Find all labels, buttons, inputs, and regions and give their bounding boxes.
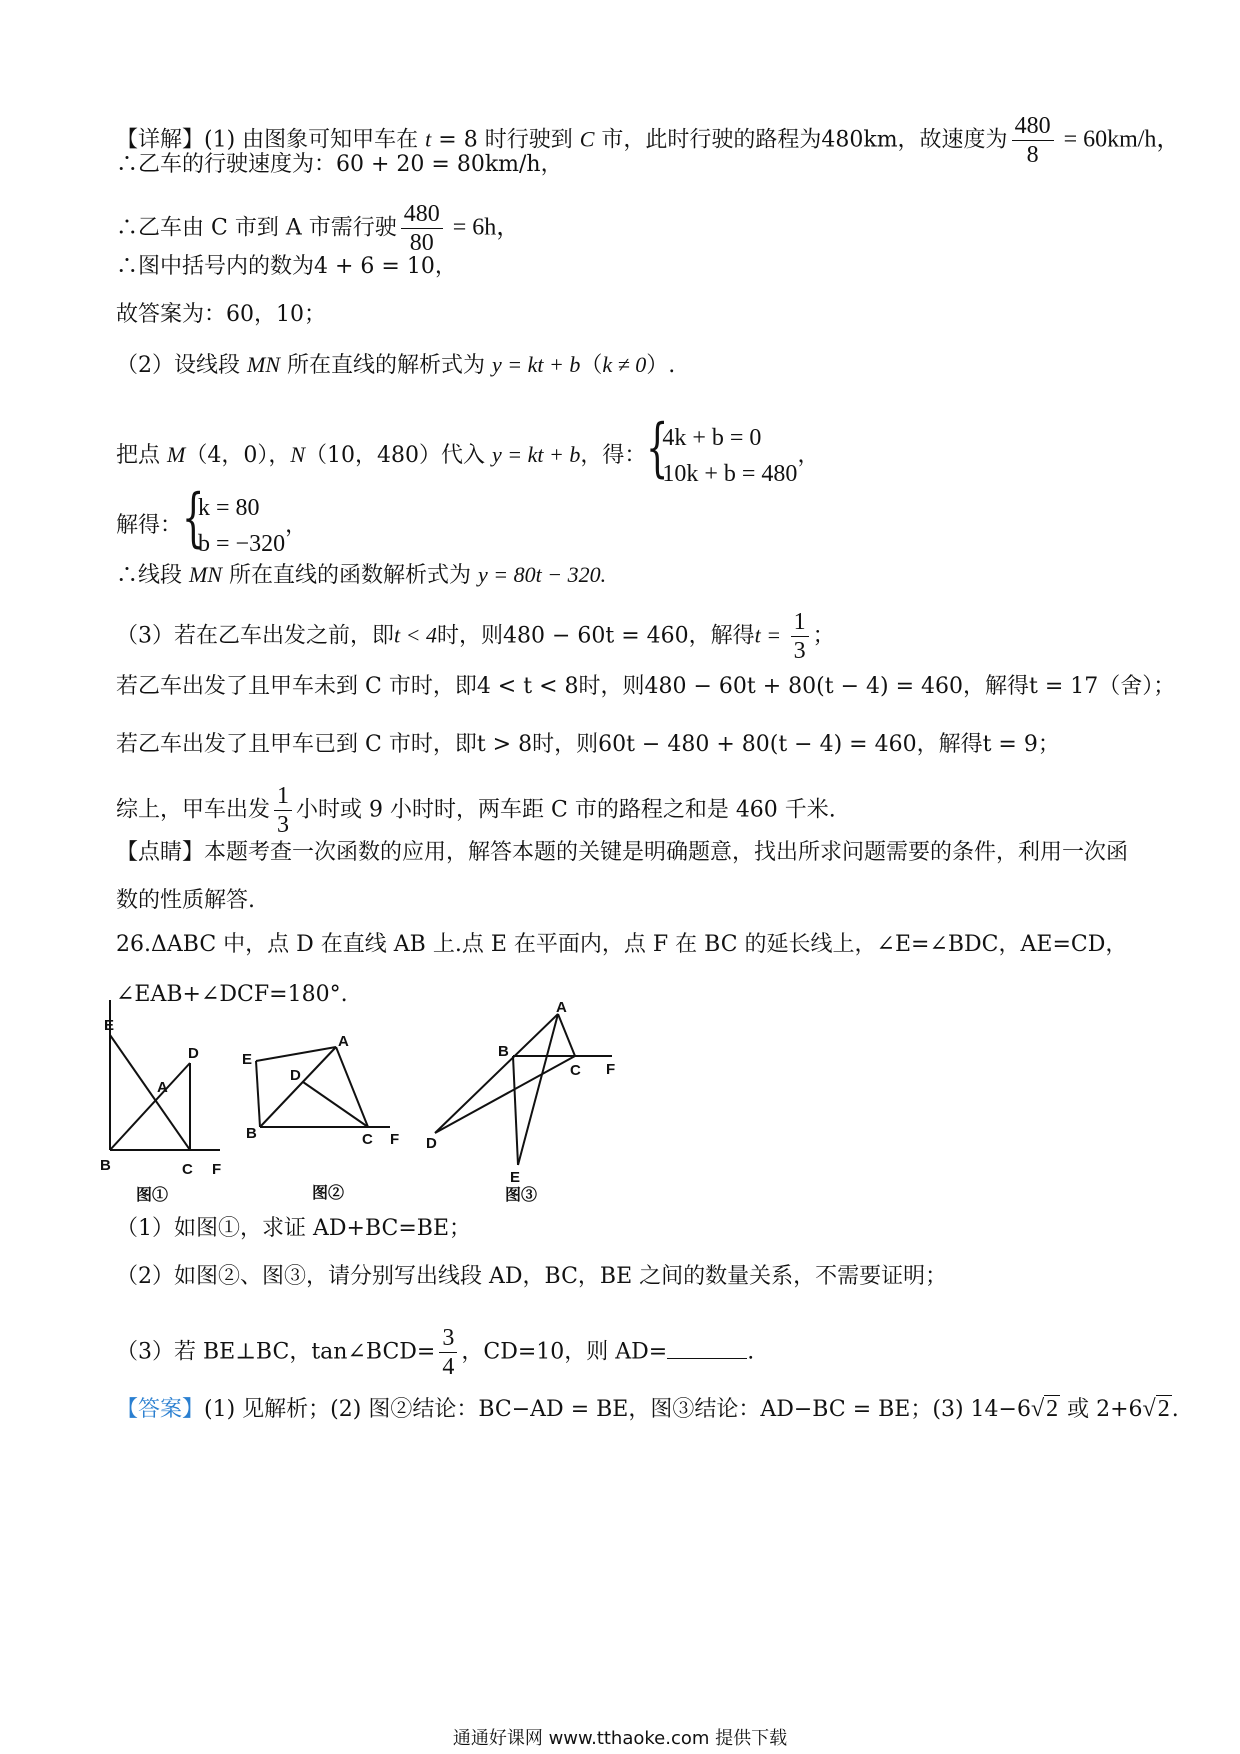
solution-line-6 (116, 350, 675, 381)
text: （2）设线段 (116, 353, 247, 378)
label-b: B (100, 1157, 111, 1174)
sqrt: √2 (1142, 1396, 1170, 1422)
equation: y = kt + b (492, 442, 581, 467)
figure-3 (435, 1014, 612, 1165)
label-e: E (104, 1017, 115, 1034)
text: ∠EAB+∠DCF=180°. (116, 982, 348, 1007)
text: 【详解】(1) 由图象可知甲车在 (116, 127, 426, 153)
text: 把点 (116, 443, 167, 468)
text: 数的性质解答. (116, 888, 255, 913)
var-c: C (579, 126, 595, 152)
solution-line-8 (116, 481, 308, 562)
question-1 (116, 1214, 471, 1244)
equation: y = kt + b (492, 352, 581, 377)
equation-system: { k = 80 b = −320 (182, 481, 286, 557)
text: 小时或 9 小时时，两车距 C 市的路程之和是 460 千米. (296, 797, 836, 823)
label-d: D (188, 1045, 199, 1062)
text: 所在直线的解析式为 (280, 353, 492, 378)
comment-line-2 (116, 886, 255, 916)
figure-2 (256, 1047, 390, 1127)
label-b: B (246, 1125, 257, 1142)
figure-1-caption: 图① (136, 1185, 169, 1204)
label-a: A (338, 1033, 349, 1050)
condition: k ≠ 0 (602, 352, 647, 377)
label-a: A (157, 1079, 168, 1096)
geometry-figures (100, 1000, 740, 1210)
solution-line-2 (116, 150, 563, 180)
text: 故答案为：60，10； (116, 302, 326, 327)
text: = 6h， (446, 214, 521, 241)
text: 26.ΔABC 中，点 D 在直线 AB 上.点 E 在平面内，点 F 在 BC 的延长线上，∠E=∠BDC，AE=CD， (116, 932, 1128, 957)
text: ）. (646, 353, 676, 378)
footer-watermark: 通通好课网 www.tthaoke.com 提供下载 (452, 1728, 788, 1749)
solution-line-13 (116, 782, 836, 839)
fraction: $\frac{3}{4}$ (439, 1324, 457, 1381)
label-e: E (510, 1169, 521, 1186)
sqrt: √2 (1030, 1396, 1059, 1422)
text: = 8 时行驶到 (431, 127, 580, 153)
text: ， (285, 513, 308, 538)
text: ，得： (580, 443, 647, 468)
answer-line (116, 1394, 1179, 1425)
fraction: $\frac{480}{8}$ (1012, 112, 1054, 169)
figure-3-caption: 图③ (505, 1185, 538, 1204)
label-e: E (242, 1051, 253, 1068)
figure-2-caption: 图② (312, 1183, 345, 1202)
solution-line-12 (116, 730, 1060, 760)
solution-line-3 (116, 200, 520, 257)
segment-ec (110, 1035, 190, 1150)
figure-1 (110, 1000, 220, 1150)
label-f: F (212, 1161, 222, 1178)
solution-line-7 (116, 411, 820, 492)
label-d: D (426, 1135, 437, 1152)
text: （3）若 BE⊥BC，tan∠BCD= (116, 1339, 436, 1365)
text: ， (797, 443, 820, 468)
var-t: t (425, 126, 432, 152)
answer-tag: 【答案】 (116, 1397, 205, 1422)
solution-line-10 (116, 608, 835, 665)
condition: t < 4 (394, 622, 437, 648)
text: . (1171, 1397, 1179, 1422)
segment-eb (256, 1061, 260, 1127)
question-2 (116, 1262, 947, 1292)
equation-system: { 4k + b = 0 10k + b = 480 (646, 411, 798, 487)
text: 若乙车出发了且甲车未到 C 市时，即4 < t < 8时，则480 − 60t + 80(t − 4) = 460，解得t = 17（舍）； (116, 674, 1176, 699)
text: （3）若在乙车出发之前，即 (116, 623, 394, 649)
solution-line-5 (116, 300, 326, 330)
text: 市，此时行驶的路程为480km，故速度为 (594, 127, 1008, 153)
label-d: D (290, 1067, 301, 1084)
text: 综上，甲车出发 (116, 797, 271, 823)
answer-blank (667, 1338, 747, 1359)
problem-26-line-1 (116, 930, 1127, 960)
text: 【点睛】本题考查一次函数的应用，解答本题的关键是明确题意，找出所求问题需要的条件，利用一次函 (116, 840, 1129, 865)
segment-ea (518, 1014, 558, 1165)
point-m: M (167, 442, 186, 467)
text: ∴乙车由 C 市到 A 市需行驶 (116, 215, 397, 241)
fraction: $\frac{1}{3}$ (791, 608, 809, 665)
fraction: $\frac{480}{80}$ (401, 200, 443, 257)
label-a: A (556, 1000, 567, 1016)
label-f: F (390, 1131, 400, 1148)
segment-ad (435, 1014, 558, 1133)
fraction: $\frac{1}{3}$ (274, 782, 292, 839)
segment-bd (110, 1063, 190, 1150)
text: ，CD=10，则 AD= (461, 1339, 668, 1365)
label-f: F (606, 1061, 616, 1078)
text: ∴图中括号内的数为4 + 6 = 10， (116, 254, 457, 279)
text: = 60km/h， (1057, 126, 1181, 153)
point-n: N (290, 442, 306, 467)
text: （10，480）代入 (305, 443, 492, 468)
var-t: t = (754, 622, 787, 648)
question-3 (116, 1324, 754, 1381)
text: （2）如图②、图③，请分别写出线段 AD，BC，BE 之间的数量关系，不需要证明； (116, 1264, 948, 1289)
text: 若乙车出发了且甲车已到 C 市时，即t > 8时，则60t − 480 + 80(t − 4) = 460，解得t = 9； (116, 732, 1060, 757)
solution-line-11 (116, 672, 1175, 702)
text: ； (812, 623, 835, 649)
segment-dc (435, 1056, 575, 1133)
text: ∴线段 (116, 563, 189, 588)
label-c: C (570, 1062, 581, 1079)
label-b: B (498, 1043, 509, 1060)
segment-be (513, 1056, 518, 1165)
text: 时，则480 − 60t = 460，解得 (436, 623, 755, 649)
text: 或 2+6 (1060, 1397, 1143, 1422)
text: （1）如图①，求证 AD+BC=BE； (116, 1216, 472, 1241)
equation: y = 80t − 320. (478, 562, 607, 587)
text: . (747, 1339, 755, 1365)
text: ∴乙车的行驶速度为：60 + 20 = 80km/h， (116, 152, 563, 177)
var-mn: MN (247, 352, 280, 377)
segment-ac (558, 1014, 575, 1056)
solution-line-4 (116, 252, 457, 282)
label-c: C (182, 1161, 193, 1178)
text: 所在直线的函数解析式为 (222, 563, 478, 588)
text: 解得： (116, 513, 183, 538)
var-mn: MN (189, 562, 222, 587)
solution-line-9 (116, 560, 606, 591)
label-c: C (362, 1131, 373, 1148)
text: (1) 见解析；(2) 图②结论：BC−AD = BE，图③结论：AD−BC = BE；(3) 14−6 (204, 1397, 1031, 1422)
text: （ (580, 353, 603, 378)
comment-line-1 (116, 838, 1128, 868)
text: （4，0）， (185, 443, 291, 468)
